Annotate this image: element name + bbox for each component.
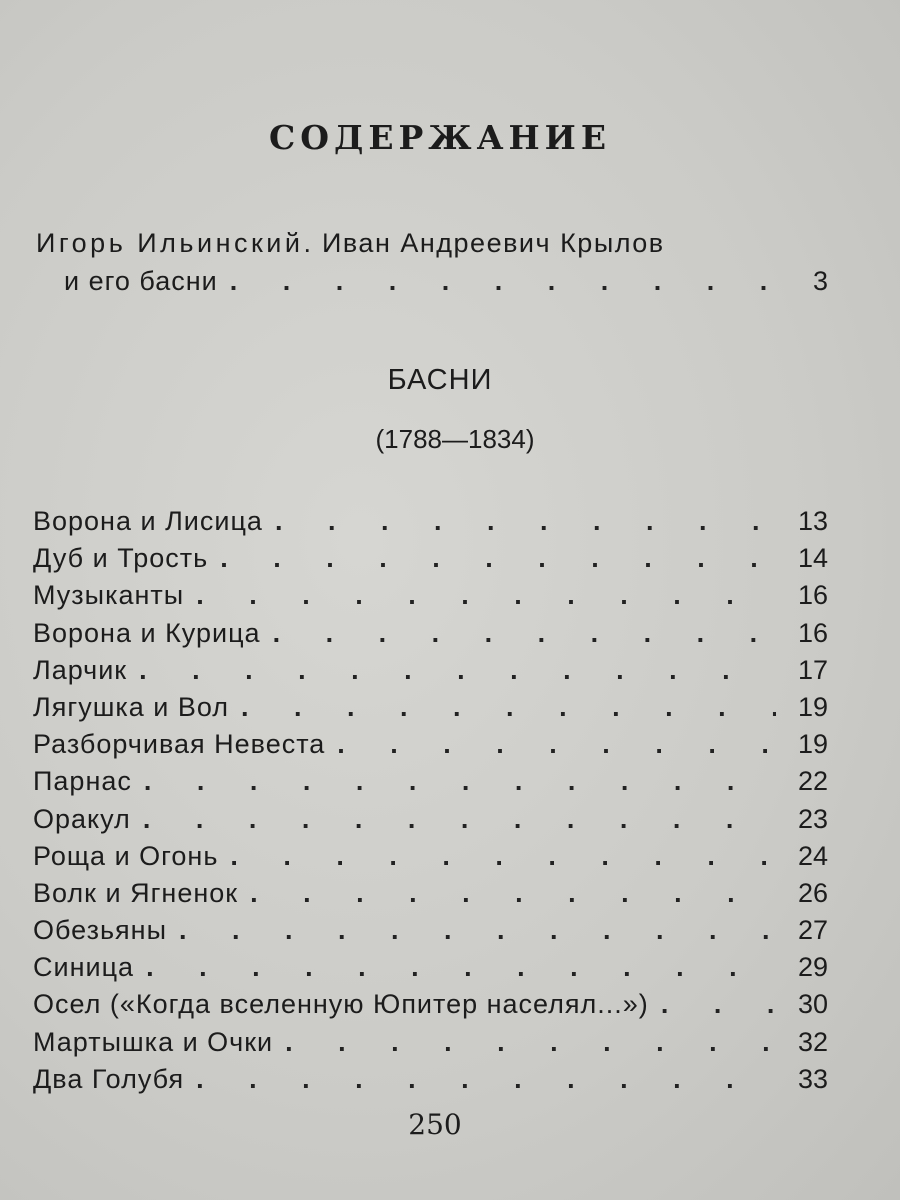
toc-entry-title: Оракул	[33, 803, 131, 834]
toc-entry-title: Обезьяны	[33, 915, 167, 946]
toc-entry-page: 19	[797, 691, 828, 722]
toc-entry-page: 19	[797, 729, 828, 760]
dot-leader	[230, 841, 776, 872]
section-years: (1788—1834)	[375, 424, 535, 454]
dot-leader	[143, 804, 776, 835]
dot-leader	[196, 580, 776, 611]
toc-entry	[33, 692, 828, 729]
toc-entry	[33, 655, 828, 692]
toc-entry-page: 17	[797, 654, 828, 685]
toc-entry-page: 23	[797, 803, 828, 834]
dot-leader	[285, 1027, 776, 1058]
toc-entry	[33, 506, 828, 543]
page-heading: СОДЕРЖАНИЕ	[268, 118, 611, 157]
toc-entry-title: Ларчик	[33, 654, 128, 685]
dot-leader	[273, 618, 776, 649]
dot-leader	[144, 766, 776, 797]
dot-leader	[230, 266, 776, 297]
toc-entry-title: Роща и Огонь	[33, 840, 219, 871]
intro-title-line2: и его басни	[64, 266, 218, 296]
toc-entry-title: Осел («Когда вселенную Юпитер населял...»)	[33, 989, 649, 1020]
intro-title-line1: Иван Андреевич Крылов	[321, 228, 665, 258]
toc-entry	[33, 915, 828, 952]
toc-entry	[33, 952, 828, 989]
toc-entry	[33, 580, 828, 617]
toc-entry	[33, 766, 828, 803]
toc-entry-title: Волк и Ягненок	[33, 877, 239, 908]
toc-entry-title: Разборчивая Невеста	[33, 729, 326, 760]
dot-leader	[661, 989, 776, 1020]
toc-entry-title: Два Голубя	[33, 1063, 185, 1094]
dot-leader	[139, 655, 776, 686]
toc-entry	[33, 729, 828, 766]
toc-entry-title: Музыканты	[33, 580, 185, 611]
dot-leader	[146, 952, 776, 983]
page-number: 250	[408, 1108, 462, 1141]
toc-entry-title: Лягушка и Вол	[33, 691, 230, 722]
toc-entry-page: 13	[797, 506, 828, 536]
toc-entry	[33, 1027, 828, 1064]
dot-leader	[275, 506, 776, 537]
toc-entry-title: Ворона и Курица	[33, 617, 261, 648]
dot-leader	[179, 915, 776, 946]
toc-entry	[33, 543, 828, 580]
toc-entry-page: 14	[797, 543, 828, 574]
toc-entry-page: 30	[797, 989, 828, 1020]
toc-entry	[33, 989, 828, 1026]
toc-entry-page: 16	[797, 617, 828, 648]
intro-page-number: 3	[812, 266, 828, 296]
toc-entry-title: Дуб и Трость	[33, 543, 209, 574]
toc-entry-page: 22	[797, 766, 828, 797]
toc-entry-page: 16	[797, 580, 828, 611]
toc-entry-title: Парнас	[33, 766, 132, 797]
intro-entry-line2	[64, 266, 828, 300]
toc-entry	[33, 804, 828, 841]
toc-entry-page: 32	[797, 1026, 828, 1057]
dot-leader	[220, 543, 776, 574]
toc-entry	[33, 1064, 828, 1101]
toc-entry-title: Мартышка и Очки	[33, 1026, 274, 1057]
toc-entry-page: 27	[797, 915, 828, 946]
toc-entry	[33, 878, 828, 915]
intro-entry-line1	[36, 228, 665, 259]
toc-entry	[33, 841, 828, 878]
toc-entry-title: Синица	[33, 952, 135, 983]
toc-entry-page: 24	[797, 840, 828, 871]
intro-author: Игорь Ильинский.	[36, 228, 315, 258]
dot-leader	[241, 692, 776, 723]
dot-leader	[250, 878, 776, 909]
toc-entry-page: 29	[797, 952, 828, 983]
dot-leader	[337, 729, 776, 760]
toc-entry-page: 33	[797, 1063, 828, 1094]
toc-entry-page: 26	[797, 877, 828, 908]
dot-leader	[196, 1064, 776, 1095]
toc-list	[33, 506, 828, 1101]
section-title: БАСНИ	[387, 364, 493, 396]
toc-entry-title: Ворона и Лисица	[33, 506, 263, 536]
toc-entry	[33, 618, 828, 655]
